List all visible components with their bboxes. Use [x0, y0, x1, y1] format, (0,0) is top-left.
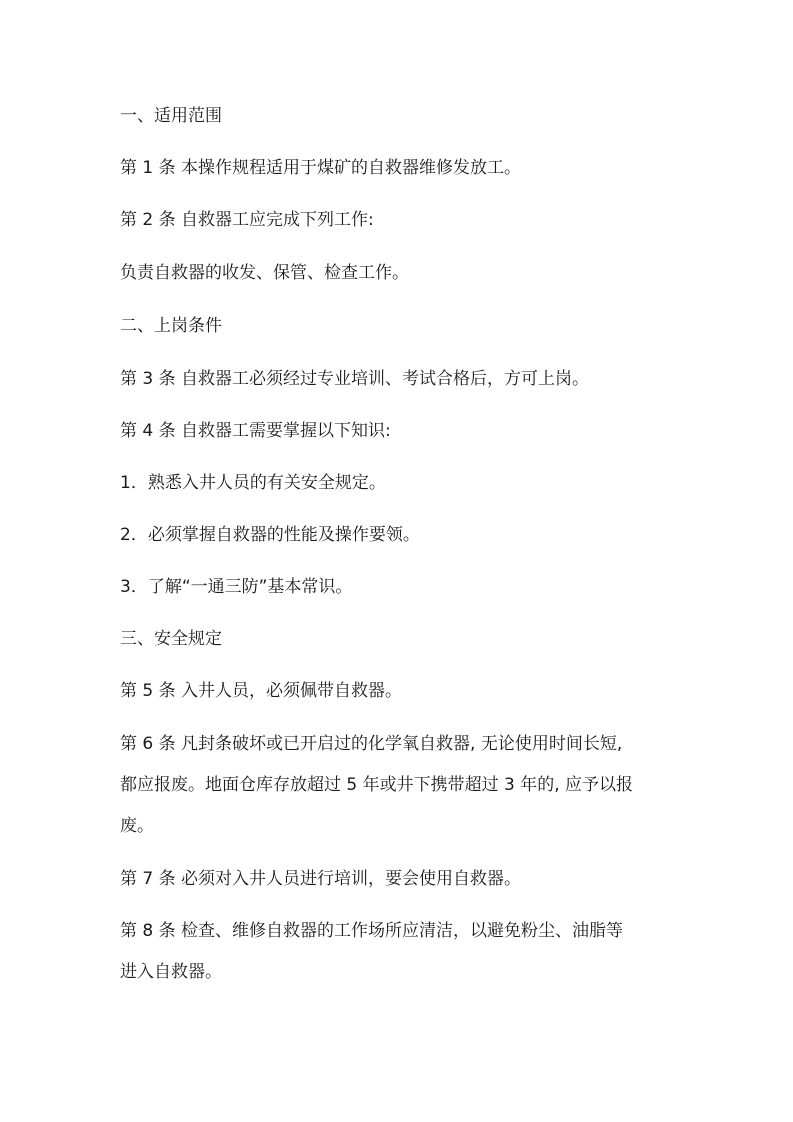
article-8-line-1: 第 8 条 检查、维修自救器的工作场所应清洁，以避免粉尘、油脂等	[120, 921, 624, 941]
article-4: 第 4 条 自救器工需要掌握以下知识:	[120, 421, 391, 441]
article-8-line-2: 进入自救器。	[120, 962, 222, 982]
knowledge-item-3: 3．了解“一通三防”基本常识。	[120, 577, 353, 597]
article-2-detail: 负责自救器的收发、保管、检查工作。	[120, 263, 409, 283]
article-5: 第 5 条 入井人员，必须佩带自救器。	[120, 681, 403, 701]
article-1: 第 1 条 本操作规程适用于煤矿的自救器维修发放工。	[120, 158, 522, 178]
article-7: 第 7 条 必须对入井人员进行培训，要会使用自救器。	[120, 869, 522, 889]
article-3: 第 3 条 自救器工必须经过专业培训、考试合格后，方可上岗。	[120, 369, 590, 389]
article-2: 第 2 条 自救器工应完成下列工作:	[120, 210, 374, 230]
article-6-line-1: 第 6 条 凡封条破坏或已开启过的化学氧自救器, 无论使用时间长短,	[120, 734, 623, 754]
article-6-line-3: 废。	[120, 816, 154, 836]
knowledge-item-1: 1．熟悉入井人员的有关安全规定。	[120, 473, 386, 493]
knowledge-item-2: 2．必须掌握自救器的性能及操作要领。	[120, 525, 420, 545]
article-6-line-2: 都应报废。地面仓库存放超过 5 年或井下携带超过 3 年的, 应予以报	[120, 775, 634, 795]
section-heading-scope: 一、适用范围	[120, 106, 222, 126]
section-heading-safety: 三、安全规定	[120, 629, 222, 649]
section-heading-qualification: 二、上岗条件	[120, 316, 222, 336]
